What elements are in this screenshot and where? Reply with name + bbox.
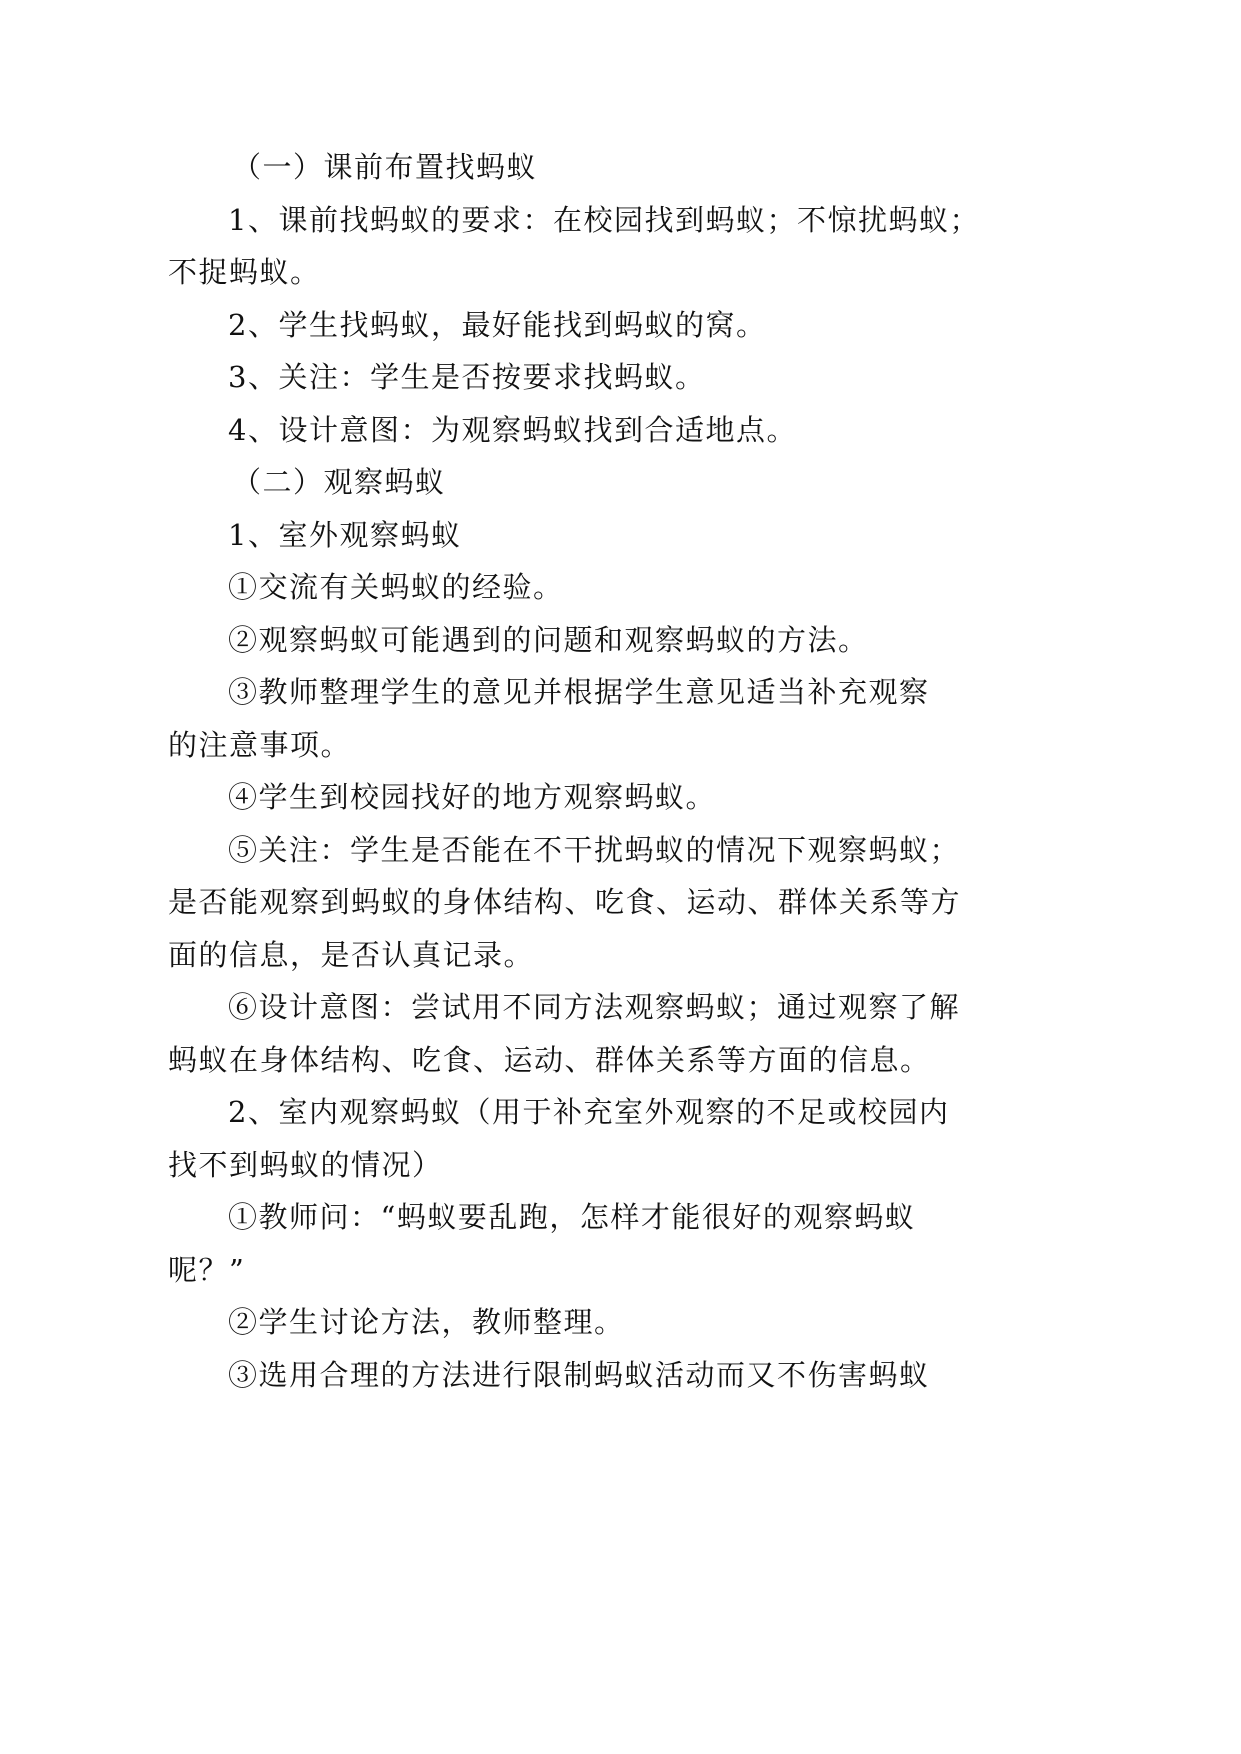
paragraph-line: ④学生到校园找好的地方观察蚂蚁。 <box>228 780 717 814</box>
paragraph-line: ①教师问：“蚂蚁要乱跑，怎样才能很好的观察蚂蚁 <box>228 1200 916 1234</box>
paragraph-line: 的注意事项。 <box>168 728 352 762</box>
paragraph-line: 3、关注：学生是否按要求找蚂蚁。 <box>228 360 706 394</box>
paragraph-line: ⑥设计意图：尝试用不同方法观察蚂蚁；通过观察了解 <box>228 990 961 1024</box>
paragraph-line: 1、课前找蚂蚁的要求：在校园找到蚂蚁；不惊扰蚂蚁； <box>228 203 980 237</box>
paragraph-line: 不捉蚂蚁。 <box>168 255 321 289</box>
paragraph-line: ①交流有关蚂蚁的经验。 <box>228 570 564 604</box>
paragraph-line: 4、设计意图：为观察蚂蚁找到合适地点。 <box>228 413 797 447</box>
paragraph-line: 1、室外观察蚂蚁 <box>228 518 462 552</box>
paragraph-line: 面的信息，是否认真记录。 <box>168 938 535 972</box>
paragraph-line: 找不到蚂蚁的情况） <box>168 1148 443 1182</box>
paragraph-line: ②学生讨论方法，教师整理。 <box>228 1305 625 1339</box>
paragraph-line: 2、室内观察蚂蚁（用于补充室外观察的不足或校园内 <box>228 1095 950 1129</box>
paragraph-line: 蚂蚁在身体结构、吃食、运动、群体关系等方面的信息。 <box>168 1043 931 1077</box>
paragraph-line: ②观察蚂蚁可能遇到的问题和观察蚂蚁的方法。 <box>228 623 869 657</box>
paragraph-line: 2、学生找蚂蚁，最好能找到蚂蚁的窝。 <box>228 308 767 342</box>
paragraph-line: ③选用合理的方法进行限制蚂蚁活动而又不伤害蚂蚁 <box>228 1358 930 1392</box>
section-heading-2: （二）观察蚂蚁 <box>232 465 446 499</box>
paragraph-line: ⑤关注：学生是否能在不干扰蚂蚁的情况下观察蚂蚁； <box>228 833 961 867</box>
section-heading-1: （一）课前布置找蚂蚁 <box>232 150 538 184</box>
paragraph-line: 是否能观察到蚂蚁的身体结构、吃食、运动、群体关系等方 <box>168 885 962 919</box>
paragraph-line: ③教师整理学生的意见并根据学生意见适当补充观察 <box>228 675 930 709</box>
paragraph-line: 呢？” <box>168 1253 246 1287</box>
